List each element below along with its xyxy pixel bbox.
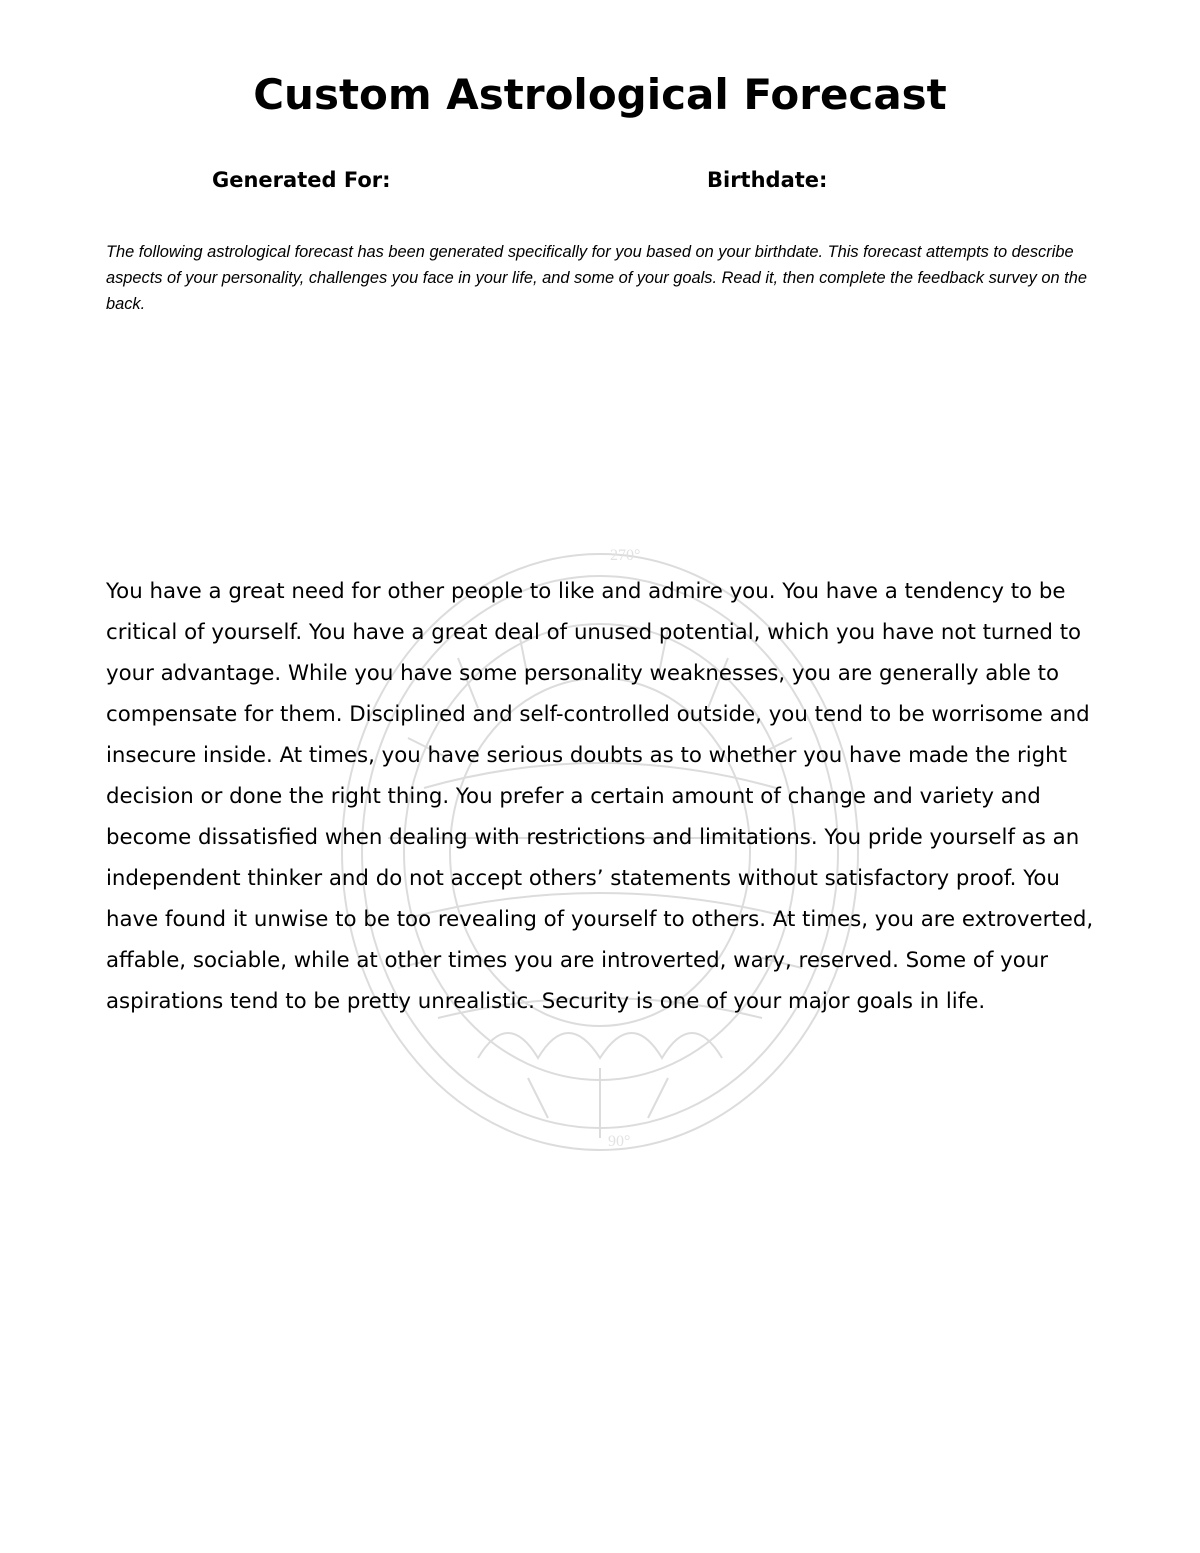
forecast-paragraph: You have a great need for other people to like and admire you. You have a tendency to be critical of yourself. You have a great deal of unused potential, which you have not turned to your advantage. While you have some personality weaknesses, you are generally able to compensate for them. Disciplined and self-controlled outside, you tend to be worrisome and insecure inside. At times, you have serious doubts as to whether you have made the right decision or done the right thing. You prefer a certain amount of change and variety and become dissatisfied when dealing with restrictions and limitations. You pride yourself as an independent thinker and do not accept others’ statements without satisfactory proof. You have found it unwise to be too revealing of yourself to others. At times, you are extroverted, affable, sociable, while at other times you are introverted, wary, reserved. Some of your aspirations tend to be pretty unrealistic. Security is one of your major goals in life.	[106, 579, 1094, 1014]
watermark-degree-bottom: 90°	[608, 1133, 631, 1150]
generated-for-label: Generated For:	[212, 168, 391, 192]
birthdate-label: Birthdate:	[707, 168, 828, 192]
intro-paragraph: The following astrological forecast has been generated specifically for you based on your birthdate. This forecast attempts to describe aspects of your personality, challenges you face in your life, and some of your goals. Read it, then complete the feedback survey on the back.	[106, 243, 1087, 313]
page-title: Custom Astrological Forecast	[253, 70, 947, 119]
watermark-degree-top: 270°	[610, 547, 641, 564]
